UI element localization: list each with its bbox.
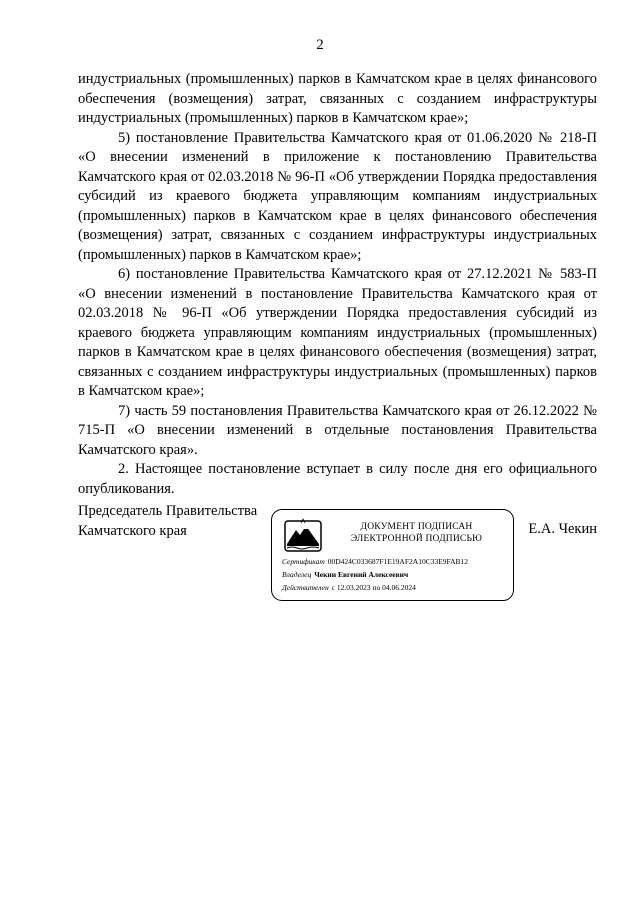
document-body bbox=[78, 70, 597, 499]
signer-name: Е.А. Чекин bbox=[528, 521, 597, 537]
stamp-valid-row bbox=[282, 583, 416, 592]
paragraph: 2. Настоящее постановление вступает в силу после дня его официального опубликования. bbox=[78, 461, 597, 497]
stamp-heading-line: ДОКУМЕНТ ПОДПИСАН bbox=[360, 522, 473, 532]
paragraph: индустриальных (промышленных) парков в Камчатском крае в целях финансового обеспечения (возмещения) затрат, связанных с созданием инфраструктуры индустриальных (промышленных) парков в Камчатском крае»; bbox=[78, 71, 597, 126]
paragraph: 7) часть 59 постановления Правительства Камчатского края от 26.12.2022 № 715-П «О внесении изменений в отдельные постановления Правительства Камчатского края». bbox=[78, 402, 597, 458]
signer-title-line: Председатель Правительства bbox=[78, 503, 258, 519]
paragraph: 5) постановление Правительства Камчатского края от 01.06.2020 № 218-П «О внесении изменений в приложение к постановлению Правительства Камчатского края от 02.03.2018 № 96-П «Об утверждении Порядка предоставления субсидий из краевого бюджета управляющим компаниям индустриальных (промышленных) парков в Камчатском крае в целях финансового обеспечения (возмещения) затрат, связанных с созданием инфраструктуры индустриальных (промышленных) парков в Камчатском крае»; bbox=[78, 129, 597, 263]
electronic-signature-stamp bbox=[271, 509, 514, 601]
certificate-value: 00D424C033687F1E19AF2A10C33E9FAB12 bbox=[327, 557, 469, 566]
stamp-certificate-row bbox=[282, 557, 468, 566]
stamp-owner-row bbox=[282, 570, 408, 579]
owner-label: Владелец bbox=[282, 570, 312, 579]
stamp-heading bbox=[324, 521, 509, 545]
valid-value: с 12.03.2023 по 04.06.2024 bbox=[331, 583, 416, 592]
signer-title bbox=[78, 502, 257, 541]
valid-label: Действителен bbox=[282, 583, 329, 592]
paragraph: 6) постановление Правительства Камчатского края от 27.12.2021 № 583-П «О внесении изменений в постановление Правительства Камчатского края от 02.03.2018 № 96-П «Об утверждении Порядка предоставления субсидий из краевого бюджета управляющим компаниям индустриальных (промышленных) парков в Камчатском крае в целях финансового обеспечения (возмещения) затрат, связанных с созданием инфраструктуры индустриальных (промышленных) парков в Камчатском крае»; bbox=[78, 266, 597, 399]
owner-value: Чекин Евгений Алексеевич bbox=[314, 570, 409, 579]
page-number: 2 bbox=[316, 37, 324, 53]
kamchatka-emblem-icon bbox=[282, 518, 324, 554]
stamp-heading-line: ЭЛЕКТРОННОЙ ПОДПИСЬЮ bbox=[350, 534, 483, 544]
signer-title-line: Камчатского края bbox=[78, 522, 187, 539]
certificate-label: Сертификат bbox=[282, 557, 325, 566]
signature-block bbox=[78, 502, 597, 612]
